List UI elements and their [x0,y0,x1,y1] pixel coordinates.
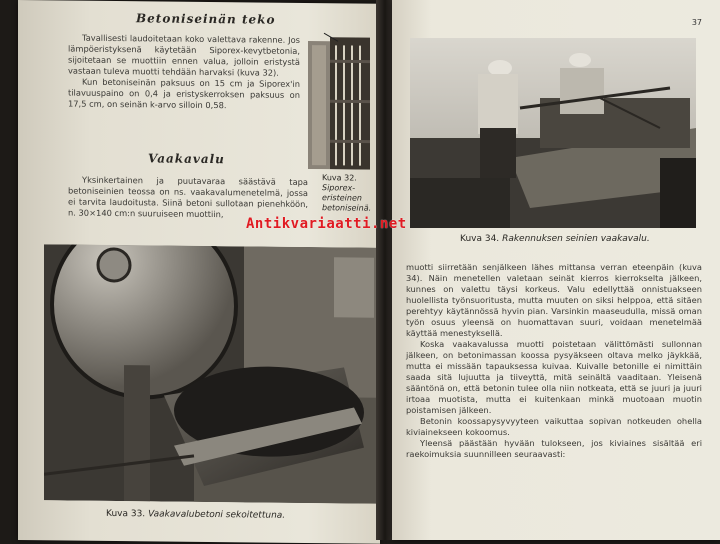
paragraph: Yleensä päästään hyvään tulokseen, jos kiviaines sisältää eri raekoimuksia suunnilleen seuraavasti: [406,438,702,460]
figure-34-caption-text: Rakennuksen seinien vaakavalu. [502,234,650,244]
figure-32-caption-text: Siporex-eristeinen betoniseinä. [322,183,371,213]
figure-34-caption-number: Kuva 34. [460,234,499,244]
paragraph: Kun betoniseinän paksuus on 15 cm ja Siporex'in tilavuuspaino on 0,4 ja eristyskerroksen paksuus on 17,5 cm, on seinän k-arvo silloin 0,58. [68,77,300,112]
section-heading-vaakavalu: Vaakavalu [148,151,225,166]
paragraph: muotti siirretään senjälkeen lähes mittansa verran eteenpäin (kuva 34). Näin menetellen valetaan seinät kierros kierrokselta jälkeen, kunnes on valettu täysi korkeus. Valu edellyttää onnistuakseen huolellista työnsuoritusta, mutta muuten on siksi helppoa, että sitäen perehtyy käytännössä hyvin pian. Varsinkin maaseudulla, missä oman työn osuus yleensä on huomattavan suuri, voidaan menetelmää käyttää menestyksellä. [406,262,702,339]
figure-33-photo [44,244,378,503]
figure-32-caption-number: Kuva 32. [322,173,357,182]
paragraph: Yksinkertainen ja puutavaraa säästävä tapa betoniseinien teossa on ns. vaakavalumenetelmä, jossa ei tarvita laudoitusta. Siinä betoni sullotaan pienehköön, n. 30×140 cm:n suuruiseen muottiin, [68,175,308,222]
paragraph-block-2 [68,175,308,222]
paragraph-block-1 [68,33,300,112]
figure-33-caption-number: Kuva 33. [106,509,145,519]
paragraph: Betonin koossapysyvyyteen vaikuttaa sopivan notkeuden ohella kiviainekseen kokoomus. [406,416,702,438]
figure-32-diagram [308,31,374,170]
paragraph: Tavallisesti laudoitetaan koko valettava rakenne. Jos lämpöeristyksenä käytetään Siporex-kevytbetonia, sijoitetaan se muottiin ennen valua, jolloin eristystä vastaan tuleva muotti tehdään harvaksi (kuva 32). [68,33,300,79]
page-number: 37 [692,18,702,27]
figure-33-caption-text: Vaakavalubetoni sekoitettuna. [148,509,285,520]
figure-34-photo [410,38,696,228]
paragraph: Koska vaakavalussa muotti poistetaan välittömästi sullonnan jälkeen, on betonimassan koossa pysyäkseen oltava melko jäykkää, mutta ei missään tapauksessa kuivaa. Kuivalle betonille ei nimittäin saada sitä lujuutta ja tiiveyttä, mitä seinältä vaaditaan. Yleisenä sääntönä on, että betonin tulee olla niin notkeata, että se juuri ja juuri irtoaa muotista, mutta ei kuitenkaan minkä muotoaan muotin poistamisen jälkeen. [406,339,702,416]
section-heading-betoniseinan-teko: Betoniseinän teko [136,11,275,26]
left-page [18,0,380,544]
right-page [392,0,720,540]
watermark-text: Antikvariaatti.net [246,216,407,232]
figure-33-caption [106,509,285,521]
right-paragraph-block [406,262,702,460]
figure-34-caption [460,234,650,244]
